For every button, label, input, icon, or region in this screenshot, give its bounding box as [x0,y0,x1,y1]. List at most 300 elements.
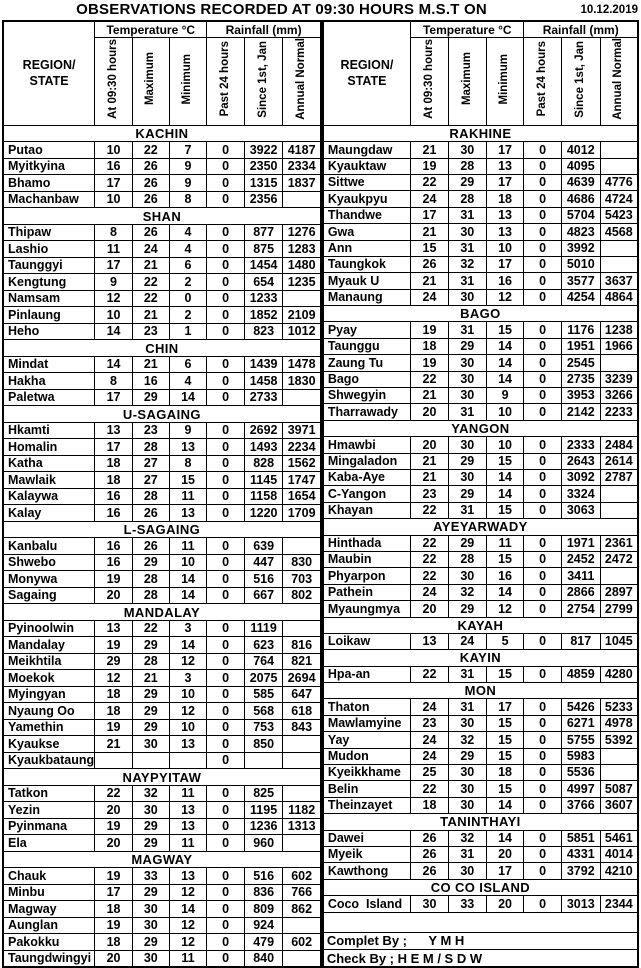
value-cell: 4864 [600,289,638,305]
section-header-row [3,769,321,786]
station-name: Machanbaw [3,191,95,208]
value-cell: 22 [411,502,449,518]
station-name: Monywa [3,571,95,588]
value-cell: 24 [411,748,449,764]
value-cell: 602 [283,868,321,885]
value-cell: 13 [169,505,207,522]
station-row [323,732,638,748]
tables-container [0,20,641,968]
value-cell: 20 [95,950,133,967]
value-cell: 843 [283,719,321,736]
value-cell: 11 [169,785,207,802]
station-row [323,322,638,338]
value-cell: 15 [486,551,524,567]
station-name: Tharrawady [323,404,411,420]
value-cell: 20 [486,846,524,862]
value-cell: 29 [95,653,133,670]
value-cell: 1951 [561,338,600,354]
station-row [3,670,321,687]
station-name: Mawlaik [3,472,95,489]
station-row [323,355,638,371]
value-cell: 9 [169,175,207,192]
rainfall-group-header: Rainfall (mm) [207,21,321,38]
value-cell: 13 [486,158,524,174]
station-row [3,158,321,175]
value-cell: 26 [132,224,169,241]
observations-table-right [322,20,639,968]
value-cell: 5392 [600,732,638,748]
value-cell: 33 [132,868,169,885]
section-header-row [3,125,321,142]
value-cell: 3953 [561,388,600,404]
value-cell: 12 [95,670,133,687]
value-cell: 1158 [244,488,283,505]
col-header-label: Minimum [498,53,511,105]
value-cell: 24 [411,584,449,600]
station-name: Heho [3,323,95,340]
station-name: Belin [323,781,411,797]
value-cell: 10 [486,437,524,453]
value-cell: 3411 [561,568,600,584]
value-cell: 23 [411,486,449,502]
value-cell: 1176 [561,322,600,338]
value-cell: 30 [448,765,486,781]
value-cell: 817 [561,633,600,649]
value-cell: 1562 [283,455,321,472]
right-table-body [323,125,638,967]
value-cell: 12 [486,289,524,305]
station-name: Kengtung [3,274,95,291]
station-row [323,601,638,617]
region-label-line1: REGION/ [22,57,76,72]
value-cell: 0 [524,846,561,862]
rainfall-group-header: Rainfall (mm) [524,21,638,38]
value-cell: 31 [448,846,486,862]
value-cell: 18 [486,191,524,207]
value-cell: 15 [486,781,524,797]
value-cell: 2694 [283,670,321,687]
value-cell: 1012 [283,323,321,340]
station-name: Myingyan [3,686,95,703]
value-cell: 29 [132,934,169,951]
value-cell: 14 [486,486,524,502]
value-cell: 30 [448,568,486,584]
value-cell: 29 [448,748,486,764]
station-row [323,142,638,158]
value-cell: 30 [132,917,169,934]
value-cell: 2733 [244,389,283,406]
value-cell [600,486,638,502]
value-cell: 5755 [561,732,600,748]
value-cell [283,752,321,769]
station-name: Ann [323,240,411,256]
value-cell: 4859 [561,666,600,682]
station-row [323,551,638,567]
station-name: Kyaukpyu [323,191,411,207]
value-cell: 9 [169,158,207,175]
value-cell: 2075 [244,670,283,687]
station-row [3,307,321,324]
station-row [323,502,638,518]
value-cell: 3 [169,620,207,637]
value-cell: 8 [95,373,133,390]
check-by-row [323,949,638,967]
value-cell: 19 [95,818,133,835]
value-cell: 5704 [561,207,600,223]
value-cell: 13 [169,736,207,753]
station-name: C-Yangon [323,486,411,502]
value-cell: 4639 [561,174,600,190]
value-cell: 0 [207,835,244,852]
value-cell: 9 [169,422,207,439]
value-cell: 8 [169,455,207,472]
value-cell: 21 [411,388,449,404]
value-cell: 0 [207,241,244,258]
value-cell: 0 [524,830,561,846]
value-cell: 18 [486,765,524,781]
station-name: Hinthada [323,535,411,551]
value-cell: 12 [486,601,524,617]
station-name: Dawei [323,830,411,846]
station-name: Kalay [3,505,95,522]
value-cell: 2692 [244,422,283,439]
value-cell: 1195 [244,802,283,819]
value-cell: 19 [411,158,449,174]
station-name: Kyaukbataung [3,752,95,769]
value-cell [132,752,169,769]
value-cell: 3607 [600,797,638,813]
value-cell: 20 [95,802,133,819]
value-cell: 20 [95,587,133,604]
value-cell: 2142 [561,404,600,420]
value-cell: 32 [448,830,486,846]
value-cell: 703 [283,571,321,588]
value-cell [283,785,321,802]
value-cell: 11 [169,488,207,505]
section-header-row [323,617,638,633]
station-name: Shwebo [3,554,95,571]
station-name: Myaungmya [323,601,411,617]
value-cell: 0 [524,666,561,682]
station-name: Pyinoolwin [3,620,95,637]
value-cell: 5461 [600,830,638,846]
value-cell: 22 [132,290,169,307]
value-cell: 26 [132,191,169,208]
value-cell: 479 [244,934,283,951]
station-name: Yay [323,732,411,748]
station-name: Taunggyi [3,257,95,274]
value-cell: 0 [207,323,244,340]
value-cell: 19 [95,868,133,885]
value-cell: 3 [169,670,207,687]
value-cell: 1236 [244,818,283,835]
value-cell: 28 [448,158,486,174]
value-cell: 17 [95,884,133,901]
value-cell [283,736,321,753]
value-cell: 4331 [561,846,600,862]
section-header-row [3,521,321,538]
station-name: Loikaw [323,633,411,649]
station-row [323,289,638,305]
value-cell: 0 [207,934,244,951]
station-row [3,488,321,505]
value-cell: 0 [524,470,561,486]
value-cell: 0 [207,472,244,489]
station-name: Pathein [323,584,411,600]
station-row [323,781,638,797]
station-row [323,158,638,174]
station-name: Thipaw [3,224,95,241]
value-cell: 16 [95,488,133,505]
value-cell: 0 [524,338,561,354]
value-cell [244,752,283,769]
station-name: Mandalay [3,637,95,654]
value-cell: 32 [448,732,486,748]
section-name: KAYAH [323,617,638,633]
report-date: 10.12.2019 [580,4,638,16]
value-cell [600,502,638,518]
value-cell: 0 [524,142,561,158]
value-cell: 2233 [600,404,638,420]
value-cell: 654 [244,274,283,291]
value-cell: 2472 [600,551,638,567]
value-cell: 0 [207,901,244,918]
value-cell: 13 [169,802,207,819]
value-cell: 29 [448,601,486,617]
value-cell: 0 [207,653,244,670]
value-cell: 22 [411,666,449,682]
station-row [3,472,321,489]
value-cell: 26 [132,538,169,555]
value-cell [600,256,638,272]
value-cell: 4 [169,224,207,241]
value-cell: 18 [95,472,133,489]
value-cell: 12 [169,934,207,951]
station-name: Kyaukse [3,736,95,753]
value-cell: 22 [411,568,449,584]
station-row [3,901,321,918]
value-cell [169,752,207,769]
value-cell: 0 [524,404,561,420]
station-row [3,191,321,208]
value-cell: 21 [411,453,449,469]
station-row [3,835,321,852]
value-cell: 32 [132,785,169,802]
value-cell: 3239 [600,371,638,387]
value-cell: 4012 [561,142,600,158]
section-name: TANINTHAYI [323,814,638,830]
station-row [323,404,638,420]
station-row [3,538,321,555]
value-cell: 2361 [600,535,638,551]
station-row [323,453,638,469]
station-row [3,703,321,720]
value-cell: 24 [411,289,449,305]
col-header-label: Past 24 hours [218,41,231,117]
value-cell: 24 [448,633,486,649]
station-row [3,587,321,604]
section-name: L-SAGAING [3,521,321,538]
value-cell: 28 [132,488,169,505]
station-name: Kyeikkhame [323,765,411,781]
value-cell: 18 [411,797,449,813]
col-header-maximum [448,38,486,126]
value-cell: 3013 [561,896,600,912]
station-row [3,802,321,819]
value-cell: 16 [95,158,133,175]
value-cell [95,752,133,769]
station-row [323,224,638,240]
value-cell: 4 [169,241,207,258]
value-cell: 22 [411,551,449,567]
value-cell: 24 [411,191,449,207]
value-cell: 0 [207,455,244,472]
value-cell: 20 [411,437,449,453]
value-cell: 24 [411,732,449,748]
value-cell: 13 [169,818,207,835]
station-name: Kalaywa [3,488,95,505]
value-cell: 0 [207,752,244,769]
region-state-header [3,21,95,125]
value-cell [600,568,638,584]
value-cell: 825 [244,785,283,802]
station-name: Chauk [3,868,95,885]
section-name: MAGWAY [3,851,321,868]
value-cell: 29 [132,389,169,406]
value-cell: 836 [244,884,283,901]
value-cell: 21 [132,670,169,687]
value-cell: 11 [169,835,207,852]
value-cell: 6 [169,356,207,373]
value-cell: 2545 [561,355,600,371]
value-cell: 26 [132,158,169,175]
value-cell: 13 [95,422,133,439]
value-cell: 27 [132,472,169,489]
station-row [3,917,321,934]
value-cell: 30 [448,142,486,158]
station-name: Minbu [3,884,95,901]
value-cell: 18 [411,338,449,354]
value-cell: 3971 [283,422,321,439]
value-cell: 0 [207,686,244,703]
station-name: Thandwe [323,207,411,223]
station-row [323,765,638,781]
value-cell: 22 [132,620,169,637]
station-row [3,785,321,802]
value-cell: 31 [448,240,486,256]
value-cell: 1283 [283,241,321,258]
value-cell: 30 [448,224,486,240]
value-cell: 0 [524,322,561,338]
section-header-row [323,814,638,830]
value-cell [283,290,321,307]
value-cell: 29 [132,703,169,720]
value-cell: 10 [486,240,524,256]
value-cell: 4014 [600,846,638,862]
value-cell: 30 [132,901,169,918]
value-cell [283,191,321,208]
value-cell: 17 [95,175,133,192]
value-cell: 9 [486,388,524,404]
section-name: SHAN [3,208,321,225]
col-header-annual-normal [600,38,638,126]
value-cell: 960 [244,835,283,852]
value-cell: 16 [132,373,169,390]
value-cell: 2344 [600,896,638,912]
value-cell: 0 [524,240,561,256]
value-cell: 5983 [561,748,600,764]
region-state-header [323,21,411,125]
value-cell: 2735 [561,371,600,387]
station-name: Paletwa [3,389,95,406]
station-row [3,175,321,192]
station-name: Maubin [323,551,411,567]
section-name: CHIN [3,340,321,357]
value-cell [600,748,638,764]
value-cell: 2 [169,274,207,291]
value-cell [283,389,321,406]
value-cell: 32 [448,584,486,600]
value-cell: 22 [411,781,449,797]
station-row [3,620,321,637]
value-cell: 13 [411,633,449,649]
value-cell: 20 [411,404,449,420]
region-label-line2: STATE [29,74,69,89]
col-header-label: Maximum [144,52,157,106]
station-row [323,256,638,272]
col-header-label: Past 24 hours [535,41,548,117]
value-cell: 0 [524,584,561,600]
value-cell: 2614 [600,453,638,469]
col-header-since1jan [561,38,600,126]
value-cell: 13 [169,439,207,456]
station-name: Myauk U [323,273,411,289]
station-name: Mudon [323,748,411,764]
value-cell: 623 [244,637,283,654]
value-cell: 29 [448,174,486,190]
station-name: Mindat [3,356,95,373]
station-row [3,142,321,159]
station-row [323,338,638,354]
value-cell: 0 [207,158,244,175]
value-cell: 2484 [600,437,638,453]
value-cell: 20 [486,896,524,912]
station-row [3,736,321,753]
value-cell: 3324 [561,486,600,502]
value-cell: 0 [524,633,561,649]
value-cell: 14 [169,637,207,654]
col-header-label: Since 1st, Jan [574,40,586,118]
value-cell: 28 [132,653,169,670]
value-cell: 1852 [244,307,283,324]
value-cell: 29 [132,637,169,654]
section-header-row [3,406,321,423]
value-cell: 0 [207,703,244,720]
value-cell: 1313 [283,818,321,835]
value-cell: 5851 [561,830,600,846]
value-cell: 14 [169,571,207,588]
value-cell: 18 [95,703,133,720]
value-cell [283,620,321,637]
value-cell: 4254 [561,289,600,305]
value-cell: 17 [486,256,524,272]
station-name: Tatkon [3,785,95,802]
value-cell: 0 [207,620,244,637]
station-row [323,748,638,764]
section-name: MON [323,683,638,699]
value-cell: 764 [244,653,283,670]
value-cell [283,538,321,555]
